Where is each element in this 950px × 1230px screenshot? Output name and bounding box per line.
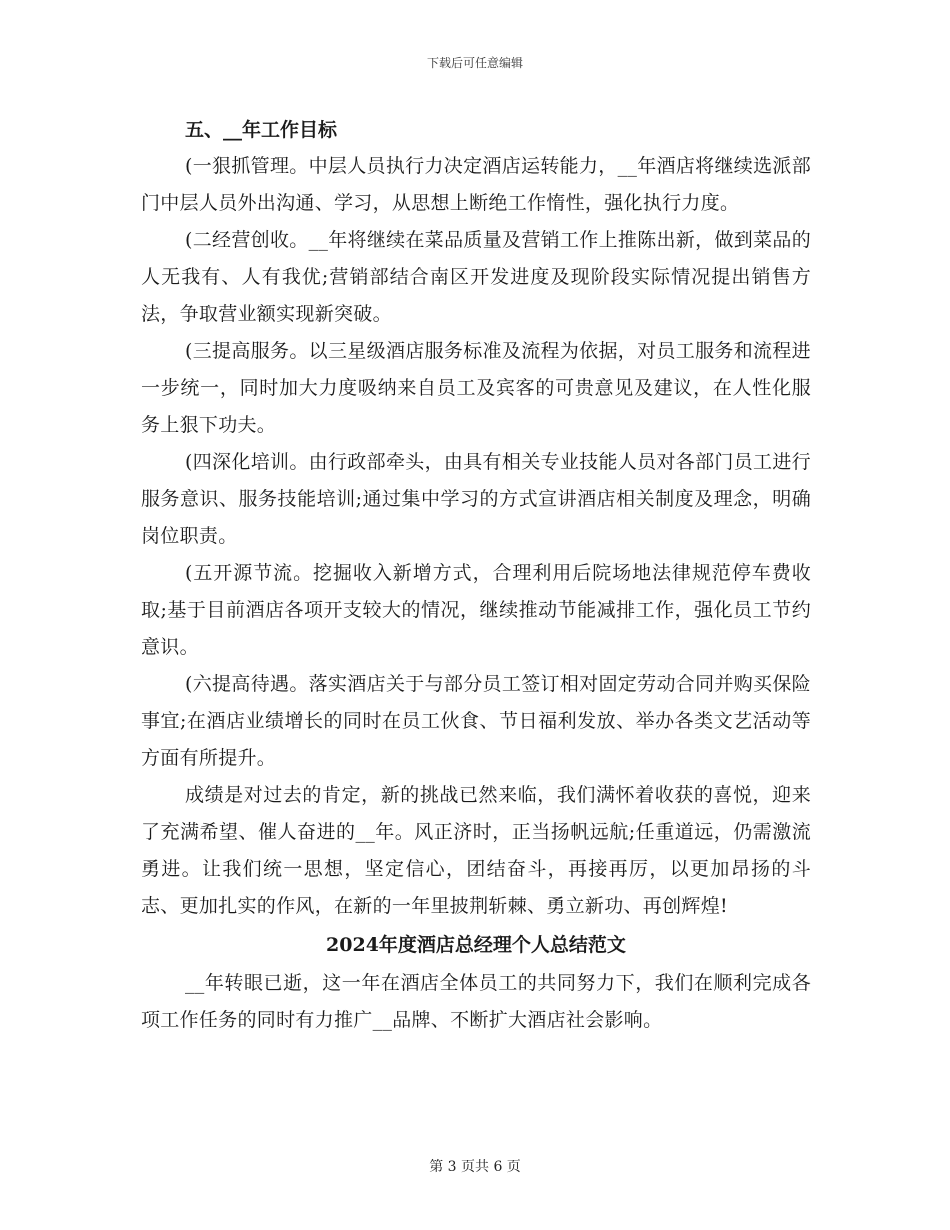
paragraph-benefits: (六提高待遇。落实酒店关于与部分员工签订相对固定劳动合同并购买保险事宜;在酒店业绩增长的同时在员工伙食、节日福利发放、举办各类文艺活动等方面有所提升。 xyxy=(141,673,811,769)
paragraph-cost-saving: (五开源节流。挖掘收入新增方式，合理利用后院场地法律规范停车费收取;基于目前酒店各项开支较大的情况，继续推动节能减排工作，强化员工节约意识。 xyxy=(141,562,811,658)
section-heading: 五、__年工作目标 xyxy=(185,119,338,141)
paragraph-revenue: (二经营创收。__年将继续在菜品质量及营销工作上推陈出新，做到菜品的人无我有、人有我优;营销部结合南区开发进度及现阶段实际情况提出销售方法，争取营业额实现新突破。 xyxy=(141,229,811,325)
paragraph-training: (四深化培训。由行政部牵头，由具有相关专业技能人员对各部门员工进行服务意识、服务技能培训;通过集中学习的方式宣讲酒店相关制度及理念，明确岗位职责。 xyxy=(141,451,811,547)
document-body xyxy=(141,112,811,1039)
paragraph-management: (一狠抓管理。中层人员执行力决定酒店运转能力，__年酒店将继续选派部门中层人员外出沟通、学习，从思想上断绝工作惰性，强化执行力度。 xyxy=(141,155,811,214)
page-number: 第 3 页共 6 页 xyxy=(429,1159,521,1175)
page-header: 下载后可任意编辑 xyxy=(426,56,523,70)
article-title: 2024年度酒店总经理个人总结范文 xyxy=(326,934,626,956)
paragraph-service: (三提高服务。以三星级酒店服务标准及流程为依据，对员工服务和流程进一步统一，同时加大力度吸纳来自员工及宾客的可贵意见及建议，在人性化服务上狠下功夫。 xyxy=(141,340,811,436)
paragraph-conclusion: 成绩是对过去的肯定，新的挑战已然来临，我们满怀着收获的喜悦，迎来了充满希望、催人奋进的__年。风正济时，正当扬帆远航;任重道远，仍需激流勇进。让我们统一思想，坚定信心，团结奋斗，再接再厉，以更加昂扬的斗志、更加扎实的作风，在新的一年里披荆斩棘、勇立新功、再创辉煌! xyxy=(141,784,811,917)
paragraph-article-intro: __年转眼已逝，这一年在酒店全体员工的共同努力下，我们在顺利完成各项工作任务的同时有力推广__品牌、不断扩大酒店社会影响。 xyxy=(141,972,811,1031)
